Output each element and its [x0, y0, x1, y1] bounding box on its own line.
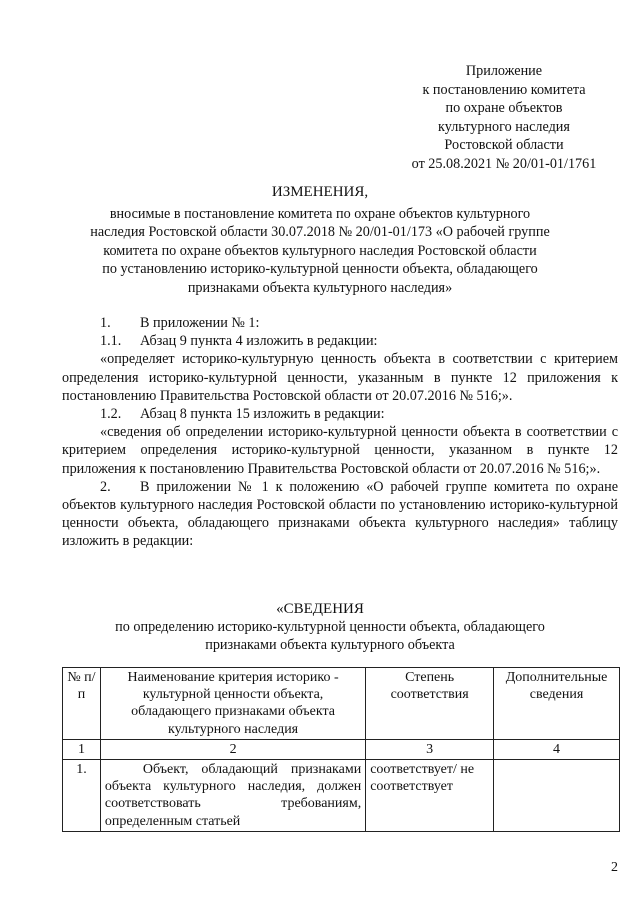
- page-number: 2: [611, 860, 618, 875]
- paragraph-1-1: [62, 332, 618, 350]
- paragraph-number: 2.: [100, 478, 111, 495]
- paragraph-1-1-quote: «определяет историко-культурную ценность объекта в соответствии с критерием определения историко-культурной ценности, указанным в пункте 12 приложения к постановлению Правительства Ростовской области от 20.07.2016 № 516;».: [62, 351, 618, 404]
- appendix-line: Приложение: [465, 63, 543, 79]
- paragraph-text: В приложении № 1 к положению «О рабочей группе комитета по охране объектов культурного наследия Ростовской области по установлению историко-культурной ценности объекта, обладающего признаками объекта культурного наследия» таблицу изложить в редакции:: [62, 478, 618, 550]
- table-header-row: [63, 668, 620, 740]
- subtitle-line: признаками объекта культурного наследия»: [187, 279, 453, 296]
- svedeniya-subtitle: [100, 618, 560, 654]
- column-number-cell: 2: [100, 739, 365, 759]
- header-cell: Дополнительные сведения: [494, 668, 620, 740]
- subtitle-line: по установлению историко-культурной ценности объекта, обладающего: [102, 261, 538, 278]
- criterion-cell: Объект, обладающий признаками объекта культурного наследия, должен соответствовать требованиям, определенным статьей: [100, 760, 365, 832]
- criteria-table: [62, 667, 620, 832]
- column-number-cell: 3: [366, 739, 494, 759]
- header-cell: Наименование критерия историко - культурной ценности объекта, обладающего признаками объекта культурного наследия: [100, 668, 365, 740]
- column-number-cell: 4: [494, 739, 620, 759]
- subtitle-line: комитета по охране объектов культурного наследия Ростовской области: [103, 242, 537, 259]
- degree-cell: соответствует/ не соответствует: [366, 760, 494, 832]
- paragraph-1: [62, 314, 618, 332]
- svedeniya-title: «СВЕДЕНИЯ: [276, 601, 364, 617]
- subtitle-line: вносимые в постановление комитета по охране объектов культурного: [109, 206, 531, 222]
- appendix-header: [380, 62, 628, 174]
- paragraph-text: Абзац 9 пункта 4 изложить в редакции:: [140, 333, 378, 350]
- svedeniya-line: по определению историко-культурной ценности объекта, обладающего: [115, 619, 545, 635]
- document-body: [62, 314, 618, 551]
- svedeniya-line: признаками объекта культурного объекта: [205, 637, 455, 654]
- table-number-row: [63, 739, 620, 759]
- paragraph-text: Абзац 8 пункта 15 изложить в редакции:: [140, 406, 385, 423]
- appendix-line: от 25.08.2021 № 20/01-01/1761: [411, 155, 597, 172]
- subtitle-line: наследия Ростовской области 30.07.2018 № 20/01-01/173 «О рабочей группе: [90, 224, 550, 241]
- appendix-line: Ростовской области: [444, 137, 564, 154]
- extra-cell: [494, 760, 620, 832]
- appendix-line: к постановлению комитета: [422, 81, 586, 98]
- header-cell: № п/п: [63, 668, 101, 740]
- paragraph-number: 1.: [100, 315, 111, 331]
- table-row: [63, 760, 620, 832]
- paragraph-text: В приложении № 1:: [140, 315, 260, 331]
- document-title: ИЗМЕНЕНИЯ,: [271, 184, 369, 200]
- header-cell: Степень соответствия: [366, 668, 494, 740]
- appendix-line: культурного наследия: [438, 118, 570, 135]
- paragraph-number: 1.2.: [100, 406, 122, 423]
- paragraph-number: 1.1.: [100, 333, 122, 350]
- document-subtitle: [60, 205, 580, 297]
- appendix-line: по охране объектов: [445, 100, 563, 117]
- paragraph-1-2: [62, 405, 618, 423]
- paragraph-2: [62, 478, 618, 551]
- paragraph-1-2-quote: «сведения об определении историко-культурной ценности объекта в соответствии с критерием определения историко-культурной ценности, указанном в пункте 12 приложения к постановлению Правительства Ростовской области от 20.07.2016 № 516;».: [62, 424, 618, 477]
- column-number-cell: 1: [63, 739, 101, 759]
- row-number-cell: 1.: [63, 760, 101, 832]
